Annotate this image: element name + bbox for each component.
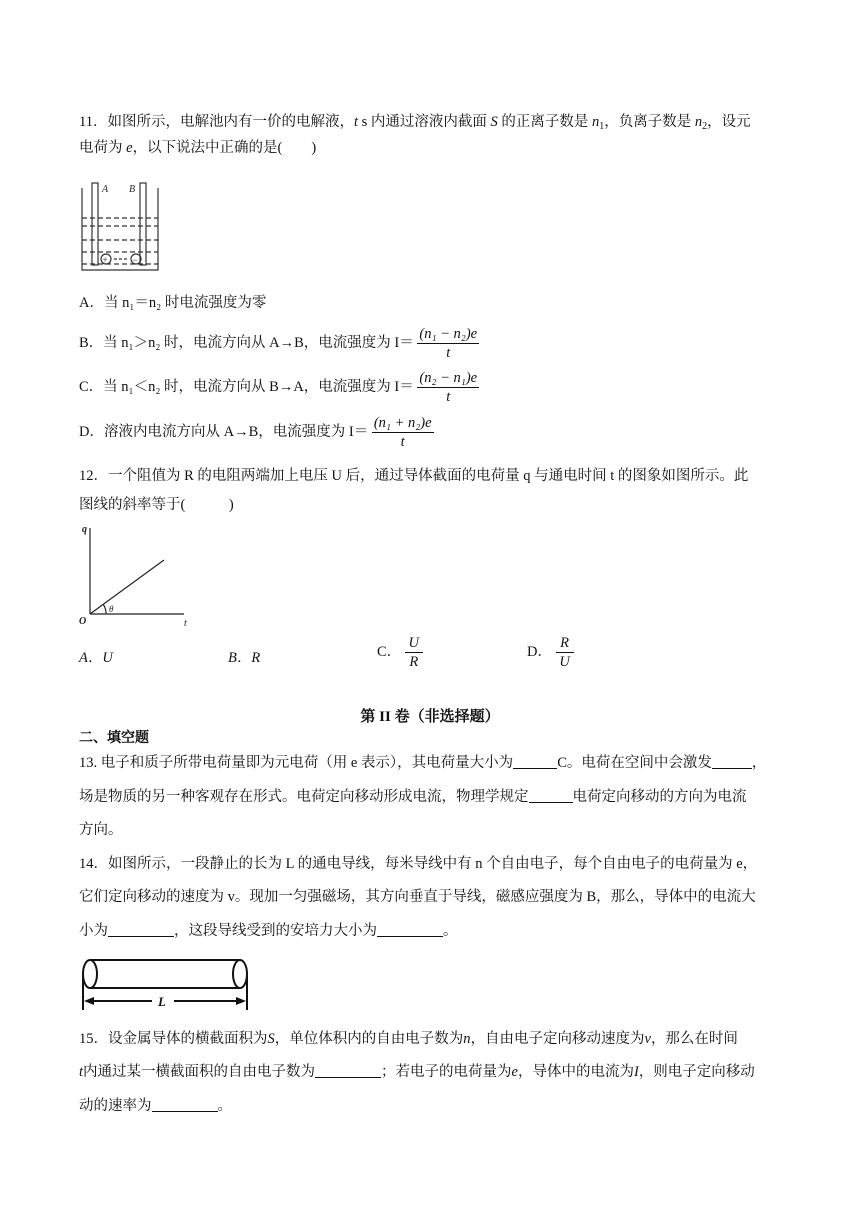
q15-line1: 15．设金属导体的横截面积为S，单位体积内的自由电子数为n，自由电子定向移动速度为v，那么在时间 bbox=[79, 1031, 738, 1047]
q12-line2: 图线的斜率等于( ) bbox=[79, 497, 234, 513]
q-t-graph bbox=[78, 522, 196, 628]
q13-line2: 场是物质的另一种客观存在形式。电荷定向移动形成电流，物理学规定 电荷定向移动的方向为电流 bbox=[79, 789, 747, 805]
answer-blank[interactable] bbox=[529, 788, 573, 803]
q13-line3: 方向。 bbox=[79, 822, 123, 838]
electrode-a-label: A bbox=[102, 184, 109, 195]
q14-line2: 它们定向移动的速度为 v。现加一匀强磁场，其方向垂直于导线，磁感应强度为 B，那么，导体中的电流大 bbox=[79, 889, 756, 905]
q12-option-d-fraction: $\frac{R}{U}$ bbox=[556, 634, 574, 671]
q12-option-c: C． $\frac{U}{R}$ bbox=[377, 634, 423, 671]
positive-ion-sign: + bbox=[102, 255, 108, 265]
graph-x-axis-label: t bbox=[184, 618, 187, 628]
q11-option-a: A．当 n₁＝n₂ 时电流强度为零 bbox=[79, 295, 267, 311]
q13-line1: 13. 电子和质子所带电荷量即为元电荷（用 e 表示），其电荷量大小为 C。电荷在空间中会激发 ， bbox=[79, 755, 767, 771]
q11-option-c-fraction: $\frac{\text{(n₂ − n₁)e}}{t}$ bbox=[419, 370, 478, 405]
q11-option-d: D．溶液内电流方向从 A→B，电流强度为 I＝ $\frac{\text{(n₁ + n₂)e}}{t}$ bbox=[79, 415, 432, 450]
answer-blank[interactable] bbox=[108, 922, 174, 937]
section-fill-in-title: 二、填空题 bbox=[79, 731, 149, 746]
q11-option-c: C．当 n₁＜n₂ 时，电流方向从 B→A，电流强度为 I＝ $\frac{\text{(n₂ − n₁)e}}{t}$ bbox=[79, 370, 478, 405]
electrode-b-label: B bbox=[129, 184, 136, 195]
answer-blank[interactable] bbox=[377, 922, 443, 937]
answer-blank[interactable] bbox=[152, 1097, 218, 1112]
negative-ion-sign: − bbox=[132, 255, 138, 265]
wire-conductor-figure bbox=[78, 954, 254, 1016]
q11-line2: 电荷为 e，以下说法中正确的是( ) bbox=[79, 140, 317, 156]
q12-option-b: B．R bbox=[228, 650, 261, 666]
q15-line2: t内通过某一横截面积的自由电子数为 ；若电子的电荷量为e，导体中的电流为I，则电子定向移动 bbox=[79, 1064, 755, 1080]
wire-length-label: L bbox=[158, 994, 166, 1009]
q11-option-d-fraction: $\frac{\text{(n₁ + n₂)e}}{t}$ bbox=[373, 415, 432, 450]
q11-line1: 11．如图所示，电解池内有一价的电解液，t s 内通过溶液内截面 S 的正离子数是 $n_1$，负离子数是 $n_2$，设元 bbox=[79, 114, 751, 132]
q15-line3: 动的速率为 。 bbox=[79, 1098, 232, 1114]
graph-angle-label: θ bbox=[109, 604, 114, 614]
graph-origin-label: O bbox=[79, 616, 87, 627]
q14-line1: 14．如图所示，一段静止的长为 L 的通电导线，每米导线中有 n 个自由电子，每个自由电子的电荷量为 e， bbox=[79, 856, 758, 872]
answer-blank[interactable] bbox=[315, 1063, 381, 1078]
answer-blank[interactable] bbox=[712, 754, 752, 769]
q12-option-c-fraction: $\frac{U}{R}$ bbox=[405, 634, 423, 671]
graph-y-axis-label: q bbox=[82, 524, 87, 535]
q12-option-d: D． $\frac{R}{U}$ bbox=[527, 634, 574, 671]
electrolysis-cell-figure bbox=[80, 180, 162, 275]
q11-option-b-fraction: $\frac{\text{(n₁ − n₂)e}}{t}$ bbox=[419, 326, 478, 361]
q12-line1: 12．一个阻值为 R 的电阻两端加上电压 U 后，通过导体截面的电荷量 q 与通电时间 t 的图象如图所示。此 bbox=[79, 468, 749, 484]
q11-option-b: B．当 n₁＞n₂ 时，电流方向从 A→B，电流强度为 I＝ $\frac{\text{(n₁ − n₂)e}}{t}$ bbox=[79, 326, 478, 361]
answer-blank[interactable] bbox=[513, 754, 557, 769]
q12-option-a: A．U bbox=[79, 650, 113, 666]
part2-title: 第 II 卷（非选择题） bbox=[360, 709, 500, 725]
q14-line3: 小为 ，这段导线受到的安培力大小为 。 bbox=[79, 923, 458, 939]
